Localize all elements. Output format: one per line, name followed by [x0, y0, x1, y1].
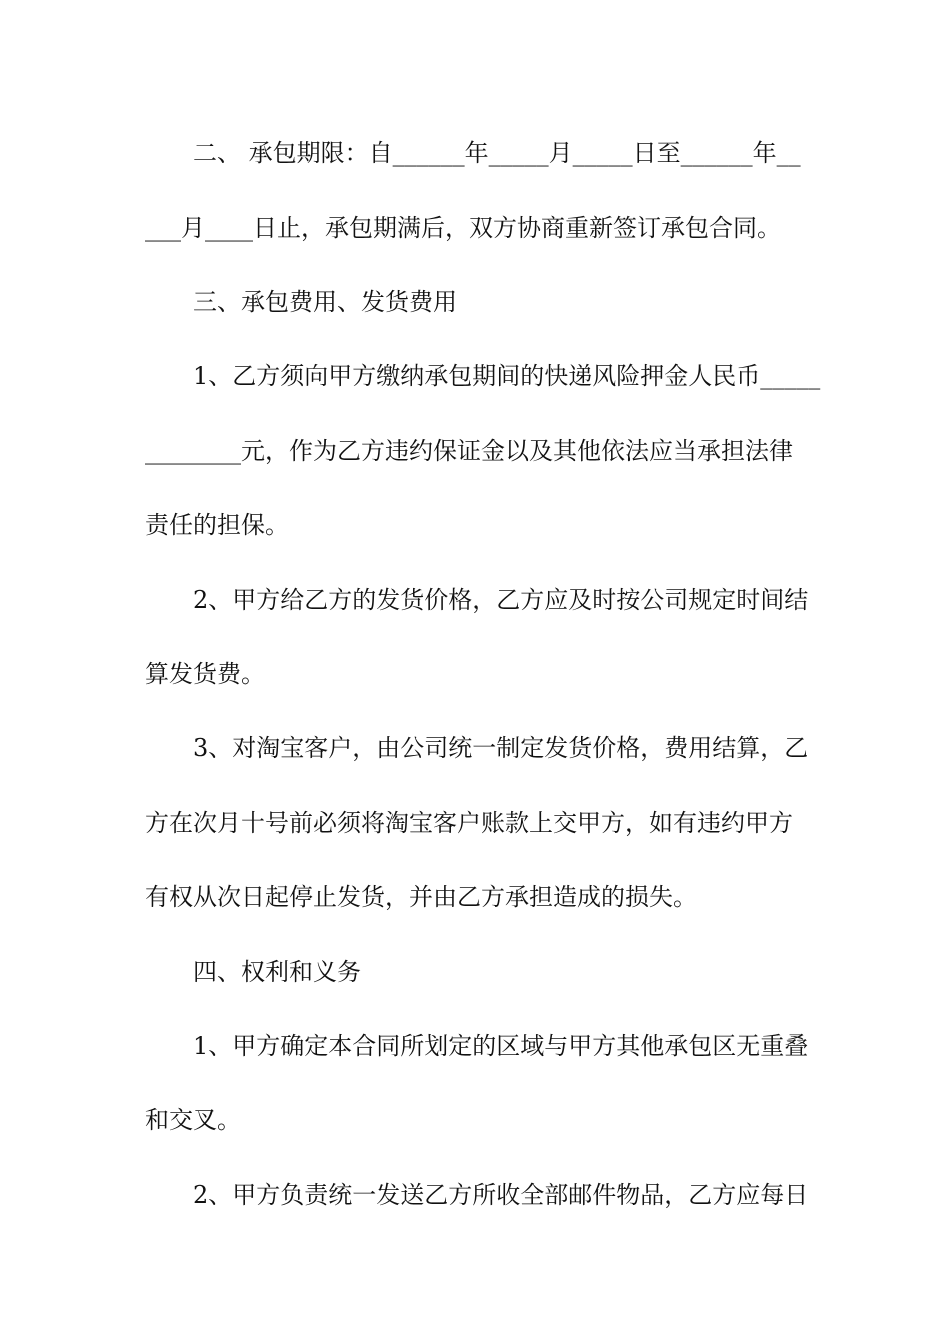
clause-4-2-delivery: 2、甲方负责统一发送乙方所收全部邮件物品，乙方应每日 — [193, 1181, 809, 1209]
clause-2-term: 二、 承包期限：自______年_____月_____日至______年__ — [193, 139, 801, 167]
clause-4-1-area-end: 和交叉。 — [145, 1106, 241, 1134]
section-4-heading: 四、权利和义务 — [193, 958, 361, 986]
clause-3-2-pricing: 2、甲方给乙方的发货价格，乙方应及时按公司规定时间结 — [193, 586, 809, 614]
clause-3-2-pricing-end: 算发货费。 — [145, 660, 265, 688]
clause-3-3-taobao: 3、对淘宝客户，由公司统一制定发货价格，费用结算，乙 — [193, 734, 809, 762]
clause-3-3-taobao-continued: 方在次月十号前必须将淘宝客户账款上交甲方，如有违约甲方 — [145, 809, 793, 837]
clause-3-1-deposit-end: 责任的担保。 — [145, 511, 289, 539]
clause-3-1-deposit-continued: ________元，作为乙方违约保证金以及其他依法应当承担法律 — [145, 437, 793, 465]
clause-3-1-deposit: 1、乙方须向甲方缴纳承包期间的快递风险押金人民币_____ — [193, 362, 821, 390]
section-3-heading: 三、承包费用、发货费用 — [193, 288, 457, 316]
clause-3-3-taobao-end: 有权从次日起停止发货，并由乙方承担造成的损失。 — [145, 883, 697, 911]
clause-4-1-area: 1、甲方确定本合同所划定的区域与甲方其他承包区无重叠 — [193, 1032, 809, 1060]
clause-2-term-continued: ___月____日止，承包期满后，双方协商重新签订承包合同。 — [145, 214, 781, 242]
